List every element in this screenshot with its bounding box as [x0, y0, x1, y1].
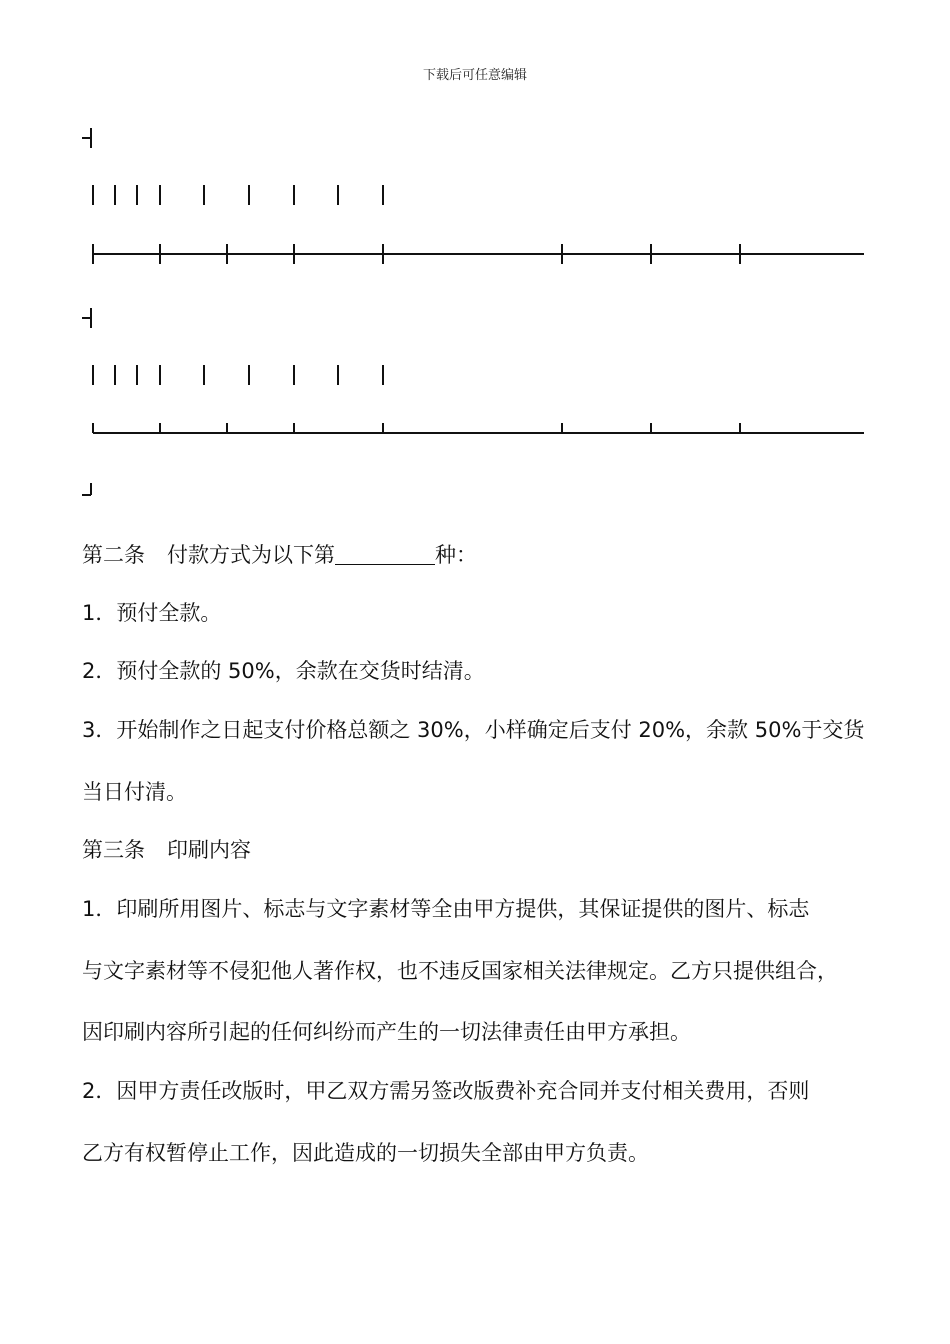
- payment-option-3-continued: 当日付清。: [82, 780, 187, 804]
- article-3-line-1: 1．印刷所用图片、标志与文字素材等全由甲方提供，其保证提供的图片、标志: [82, 897, 810, 921]
- table-border-bottom-left-corner: [82, 475, 872, 535]
- article-3-heading-text: 印刷内容: [167, 838, 251, 862]
- article-3-line-2: 与文字素材等不侵犯他人著作权，也不违反国家相关法律规定。乙方只提供组合，: [82, 959, 838, 983]
- article-3-heading: [82, 836, 251, 864]
- article-2-heading: [82, 541, 477, 569]
- article-2-title: 第二条: [82, 543, 145, 567]
- payment-option-2: 2．预付全款的 50%，余款在交货时结清。: [82, 659, 485, 683]
- article-3-title: 第三条: [82, 838, 145, 862]
- page-header: 下载后可任意编辑: [422, 68, 527, 83]
- article-2-lead: 付款方式为以下第: [167, 543, 335, 567]
- payment-option-1: 1．预付全款。: [82, 601, 222, 625]
- table-border-right-tee: [82, 300, 872, 360]
- table-vertical-separators-row1: [82, 180, 872, 240]
- article-3-line-4: 2．因甲方责任改版时，甲乙双方需另签改版费补充合同并支付相关费用，否则: [82, 1079, 810, 1103]
- table-border-top-right-corner: [82, 120, 872, 180]
- table-vertical-separators-row2: [82, 360, 872, 420]
- table-middle-row-divider: [82, 240, 872, 300]
- article-3-line-3: 因印刷内容所引起的任何纠纷而产生的一切法律责任由甲方承担。: [82, 1020, 691, 1044]
- payment-option-3: 3．开始制作之日起支付价格总额之 30%，小样确定后支付 20%，余款 50%于交货: [82, 718, 865, 742]
- payment-option-blank: [335, 544, 435, 565]
- table-bottom-row-divider: [82, 415, 872, 475]
- article-3-line-5: 乙方有权暂停止工作，因此造成的一切损失全部由甲方负责。: [82, 1141, 649, 1165]
- article-2-tail: 种：: [435, 543, 477, 567]
